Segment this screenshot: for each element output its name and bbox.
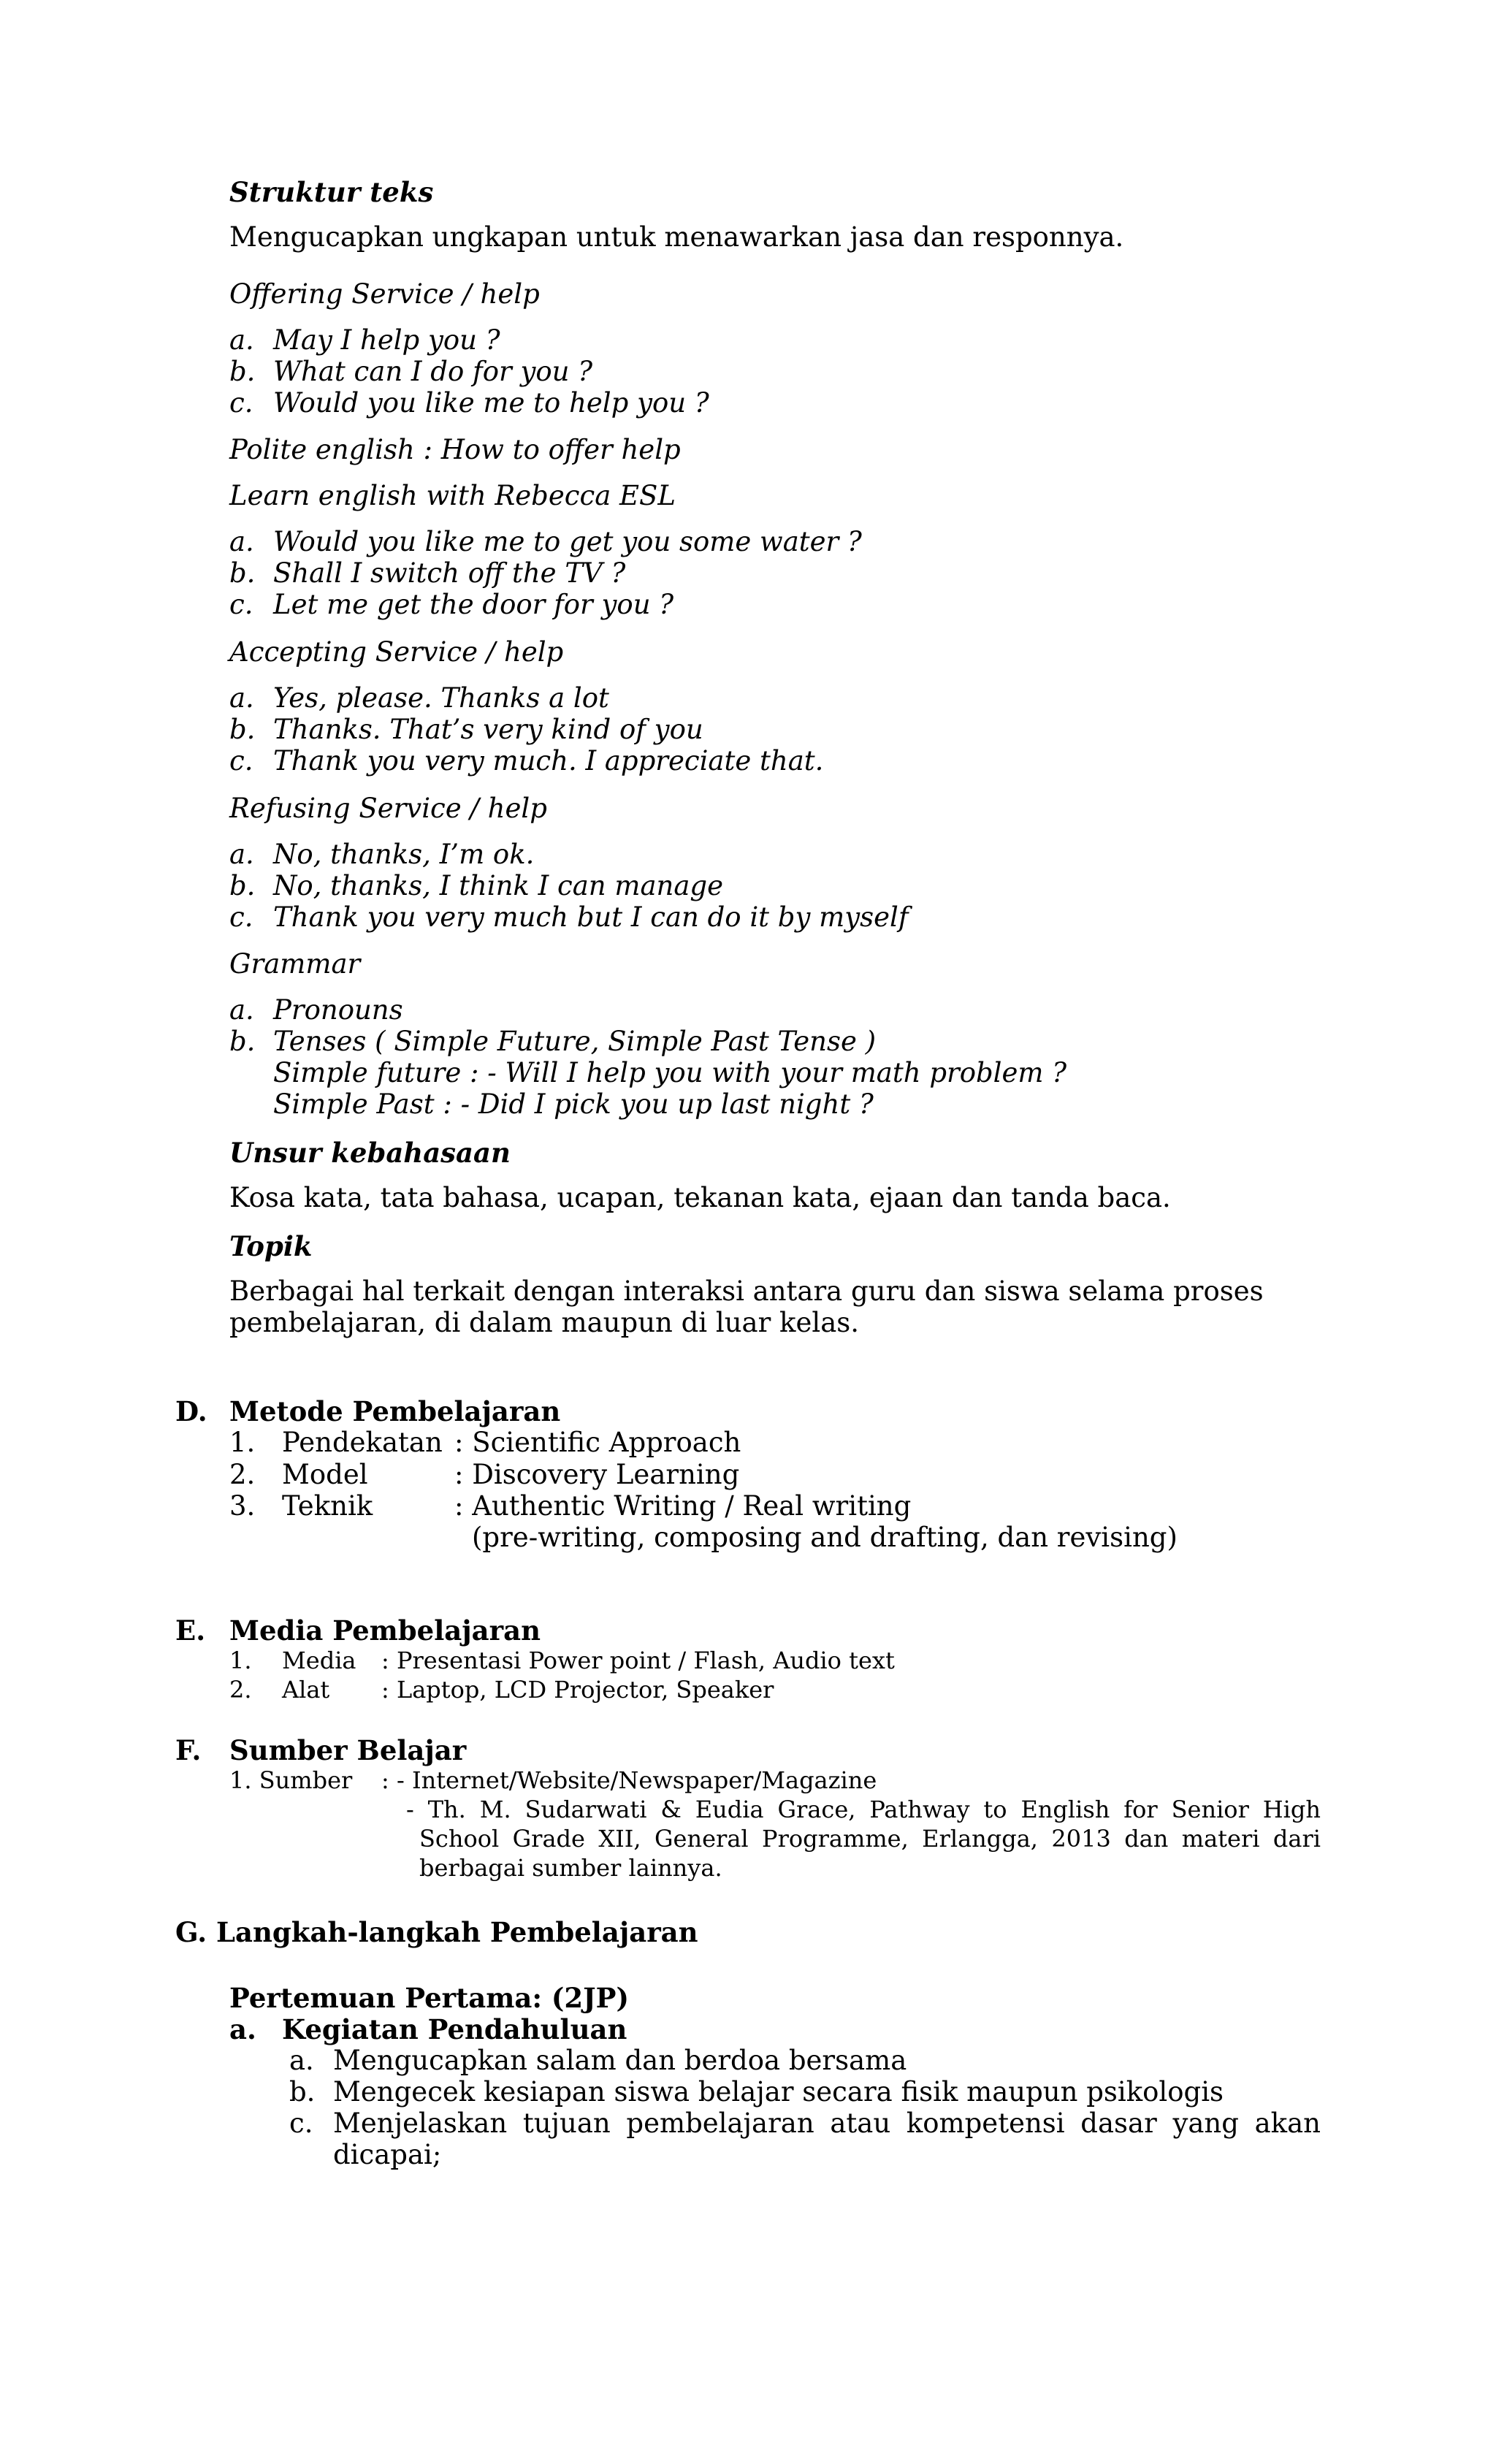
accepting-marker-c: c. <box>229 745 253 777</box>
unsur-heading: Unsur kebahasaan <box>229 1137 511 1169</box>
section-e-value-1: : Presentasi Power point / Flash, Audio text <box>381 1647 895 1674</box>
offering-marker-c: c. <box>229 387 253 419</box>
kegiatan-title: Kegiatan Pendahuluan <box>282 2013 627 2045</box>
topik-line-1: Berbagai hal terkait dengan interaksi antara guru dan siswa selama proses <box>229 1275 1264 1307</box>
learn-marker-a: a. <box>229 526 254 557</box>
section-f-title: Sumber Belajar <box>229 1734 467 1766</box>
section-d-label-2: Model <box>282 1459 368 1490</box>
grammar-item-a: Pronouns <box>273 994 403 1026</box>
section-d-value-3: : Authentic Writing / Real writing <box>454 1490 912 1522</box>
section-d-title: Metode Pembelajaran <box>229 1395 561 1427</box>
section-d-value-1: : Scientific Approach <box>454 1427 741 1458</box>
section-f-ref-line-1: - Th. M. Sudarwati & Eudia Grace, Pathway to English for Senior High <box>406 1796 1321 1823</box>
grammar-example-future: Simple future : - Will I help you with your math problem ? <box>273 1057 1067 1088</box>
refusing-item-b: No, thanks, I think I can manage <box>273 870 723 901</box>
learn-marker-c: c. <box>229 589 253 620</box>
grammar-example-past: Simple Past : - Did I pick you up last night ? <box>273 1088 874 1120</box>
kegiatan-marker-b: b. <box>289 2076 316 2108</box>
kegiatan-item-c: Menjelaskan tujuan pembelajaran atau kompetensi dasar yang akan <box>333 2108 1321 2139</box>
accepting-item-a: Yes, please. Thanks a lot <box>273 682 609 714</box>
grammar-title: Grammar <box>229 948 361 980</box>
section-e-num-2: 2. <box>229 1676 252 1704</box>
accepting-item-b: Thanks. That’s very kind of you <box>273 714 703 745</box>
offering-item-b: What can I do for you ? <box>273 356 593 387</box>
section-d-num-2: 2. <box>229 1459 256 1490</box>
section-g-title: G. Langkah-langkah Pembelajaran <box>175 1916 698 1948</box>
grammar-marker-b: b. <box>229 1026 256 1057</box>
kegiatan-marker-c: c. <box>289 2108 313 2139</box>
accepting-marker-b: b. <box>229 714 256 745</box>
polite-title: Polite english : How to offer help <box>229 434 681 465</box>
offering-item-a: May I help you ? <box>273 324 500 356</box>
section-d-continuation: (pre-writing, composing and drafting, dan revising) <box>472 1522 1178 1553</box>
section-d-label-1: Pendekatan <box>282 1427 443 1458</box>
kegiatan-marker-a: a. <box>289 2045 314 2076</box>
topik-heading: Topik <box>229 1230 313 1262</box>
accepting-title: Accepting Service / help <box>229 636 564 668</box>
topik-line-2: pembelajaran, di dalam maupun di luar kelas. <box>229 1307 860 1338</box>
kegiatan-item-a: Mengucapkan salam dan berdoa bersama <box>333 2045 907 2076</box>
section-e-letter: E. <box>175 1614 206 1647</box>
kegiatan-marker: a. <box>229 2013 256 2045</box>
section-d-num-1: 1. <box>229 1427 256 1458</box>
section-d-letter: D. <box>175 1395 207 1427</box>
section-f-item-label: 1. Sumber <box>229 1766 353 1794</box>
refusing-title: Refusing Service / help <box>229 793 547 824</box>
section-f-ref-line-3: berbagai sumber lainnya. <box>419 1854 722 1882</box>
learn-item-b: Shall I switch off the TV ? <box>273 557 626 589</box>
meeting-title: Pertemuan Pertama: (2JP) <box>229 1982 629 2014</box>
section-f-letter: F. <box>175 1734 202 1766</box>
struktur-intro: Mengucapkan ungkapan untuk menawarkan jasa dan responnya. <box>229 221 1124 253</box>
struktur-heading: Struktur teks <box>229 176 434 208</box>
learn-marker-b: b. <box>229 557 256 589</box>
offering-marker-a: a. <box>229 324 254 356</box>
learn-item-c: Let me get the door for you ? <box>273 589 674 620</box>
offering-marker-b: b. <box>229 356 256 387</box>
section-d-value-2: : Discovery Learning <box>454 1459 740 1490</box>
section-f-ref-line-2: School Grade XII, General Programme, Erlangga, 2013 dan materi dari <box>419 1825 1321 1853</box>
section-d-num-3: 3. <box>229 1490 256 1522</box>
learn-title: Learn english with Rebecca ESL <box>229 480 676 511</box>
refusing-item-c: Thank you very much but I can do it by myself <box>273 901 909 933</box>
grammar-marker-a: a. <box>229 994 254 1026</box>
section-e-label-2: Alat <box>282 1676 330 1704</box>
grammar-item-b: Tenses ( Simple Future, Simple Past Tense ) <box>273 1026 877 1057</box>
section-e-value-2: : Laptop, LCD Projector, Speaker <box>381 1676 774 1704</box>
kegiatan-item-b: Mengecek kesiapan siswa belajar secara fisik maupun psikologis <box>333 2076 1224 2108</box>
refusing-marker-c: c. <box>229 901 253 933</box>
learn-item-a: Would you like me to get you some water ? <box>273 526 862 557</box>
accepting-item-c: Thank you very much. I appreciate that. <box>273 745 824 777</box>
refusing-marker-a: a. <box>229 839 254 870</box>
section-d-label-3: Teknik <box>282 1490 373 1522</box>
accepting-marker-a: a. <box>229 682 254 714</box>
kegiatan-continuation: dicapai; <box>333 2139 442 2170</box>
section-e-title: Media Pembelajaran <box>229 1614 541 1647</box>
refusing-item-a: No, thanks, I’m ok. <box>273 839 535 870</box>
refusing-marker-b: b. <box>229 870 256 901</box>
offering-item-c: Would you like me to help you ? <box>273 387 709 419</box>
offering-title: Offering Service / help <box>229 278 540 310</box>
section-e-num-1: 1. <box>229 1647 252 1674</box>
section-f-item-first: : - Internet/Website/Newspaper/Magazine <box>381 1766 877 1794</box>
section-e-label-1: Media <box>282 1647 356 1674</box>
unsur-text: Kosa kata, tata bahasa, ucapan, tekanan kata, ejaan dan tanda baca. <box>229 1182 1171 1213</box>
